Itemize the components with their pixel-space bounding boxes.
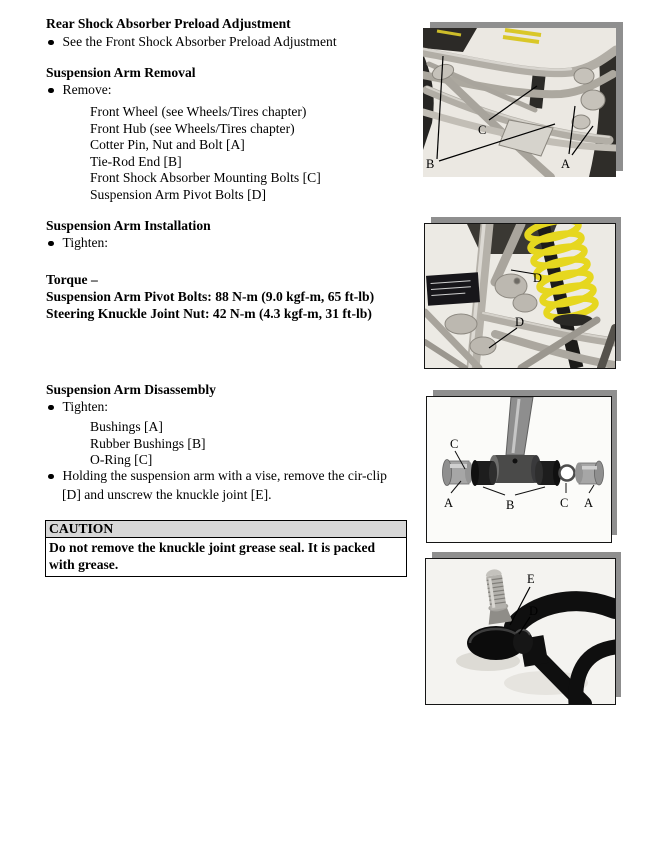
- list-item: O-Ring [C]: [90, 452, 153, 468]
- bullet-icon: [48, 474, 54, 480]
- part-label-e: E: [527, 572, 535, 586]
- metal-bushing-right: [575, 461, 604, 485]
- bullet-text: Tighten:: [62, 235, 109, 250]
- heading-suspension-arm-removal: Suspension Arm Removal: [46, 65, 196, 80]
- torque-heading: Torque –: [46, 272, 98, 287]
- o-ring: [560, 466, 575, 481]
- rubber-bushing-left: [471, 460, 497, 486]
- figure-photo: [424, 223, 616, 369]
- part-label-d-upper: D: [533, 271, 543, 285]
- list-item: Tie-Rod End [B]: [90, 153, 182, 169]
- part-label-c: C: [478, 123, 487, 137]
- bullet-text: Remove:: [62, 82, 112, 97]
- figure-photo: [426, 396, 612, 543]
- bullet-icon: [48, 88, 54, 94]
- figure-suspension-arm-pivot-bolts: [424, 223, 614, 367]
- figure-photo: [425, 558, 616, 705]
- part-label-a-left: A: [444, 496, 454, 510]
- torque-spec: Steering Knuckle Joint Nut: 42 N-m (4.3 kgf-m, 31 ft-lb): [46, 306, 372, 322]
- bushings-illustration: [427, 397, 611, 542]
- part-label-a: A: [561, 157, 571, 171]
- figure-knuckle-joint-detail: [425, 558, 614, 703]
- bullet-icon: [48, 405, 54, 411]
- part-label-c-top: C: [450, 437, 459, 451]
- disassembly-items-list: [90, 419, 206, 469]
- part-label-d: D: [529, 604, 539, 618]
- list-item: Bushings [A]: [90, 419, 163, 434]
- rubber-bushing-right: [535, 460, 561, 486]
- heading-suspension-arm-disassembly: Suspension Arm Disassembly: [46, 382, 216, 397]
- bullet-icon: [48, 40, 54, 46]
- heading-suspension-arm-installation: Suspension Arm Installation: [46, 218, 211, 233]
- id-plate: [426, 272, 480, 306]
- bullet-item-remove: [46, 82, 112, 99]
- heading-rear-shock-preload: Rear Shock Absorber Preload Adjustment: [46, 16, 291, 31]
- torque-spec-block: [46, 271, 374, 323]
- shock-absorber-illustration: [425, 224, 615, 368]
- pivot-sleeve: [489, 455, 541, 483]
- list-item: Rubber Bushings [B]: [90, 435, 206, 451]
- list-item: Suspension Arm Pivot Bolts [D]: [90, 186, 266, 202]
- part-label-a-right: A: [584, 496, 594, 510]
- bullet-item-see-front-shock: [46, 34, 337, 51]
- bullet-text: See the Front Shock Absorber Preload Adjustment: [62, 34, 337, 49]
- bullet-text: Tighten:: [62, 399, 109, 414]
- torque-spec: Suspension Arm Pivot Bolts: 88 N-m (9.0 kgf-m, 65 ft-lb): [46, 289, 375, 305]
- caution-title: CAUTION: [46, 521, 406, 538]
- caution-box: [45, 520, 407, 577]
- figure-bushings-exploded-view: [426, 396, 610, 541]
- part-label-b: B: [426, 157, 435, 171]
- bullet-item-tighten-disassembly: [46, 399, 108, 416]
- bullet-text: Holding the suspension arm with a vise, remove the cir-clip: [62, 468, 387, 483]
- list-item: Front Shock Absorber Mounting Bolts [C]: [90, 170, 321, 186]
- bullet-item-holding-arm: [46, 468, 387, 485]
- front-suspension-illustration: [423, 28, 616, 177]
- figure-front-suspension-overview: [423, 28, 616, 177]
- metal-bushing-left: [443, 460, 474, 486]
- part-label-d-lower: D: [515, 315, 525, 329]
- bullet-item-tighten-install: [46, 235, 108, 252]
- list-item: Cotter Pin, Nut and Bolt [A]: [90, 137, 245, 153]
- figure-photo: [423, 28, 616, 177]
- bullet-icon: [48, 241, 54, 247]
- list-item: Front Wheel (see Wheels/Tires chapter): [90, 104, 307, 119]
- knuckle-joint-illustration: [426, 559, 615, 704]
- bullet-text-continuation: [D] and unscrew the knuckle joint [E].: [62, 487, 272, 502]
- caution-body-text: Do not remove the knuckle joint grease seal. It is packed with grease.: [49, 540, 376, 572]
- list-item: Front Hub (see Wheels/Tires chapter): [90, 120, 295, 136]
- part-label-b: B: [506, 498, 515, 512]
- removal-items-list: [90, 104, 321, 204]
- part-label-c-bottom: C: [560, 496, 569, 510]
